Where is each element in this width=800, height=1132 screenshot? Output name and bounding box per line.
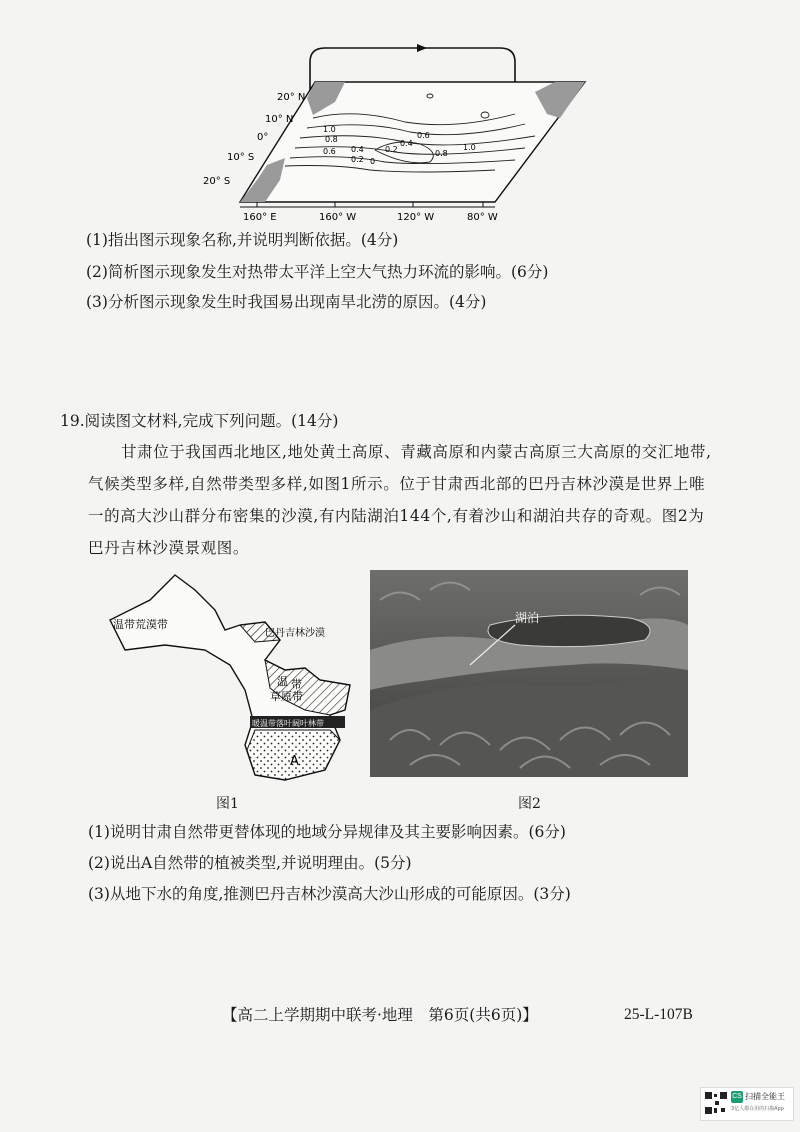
contour-label: 0.2 [385, 145, 398, 154]
lon-label: 160° W [319, 212, 357, 223]
fig2-caption: 图2 [518, 796, 541, 812]
page-footer-title: 【高二上学期期中联考·地理 第6页(共6页)】 [222, 1006, 538, 1024]
gansu-natural-belts-map [105, 570, 365, 785]
cs-logo-icon: CS [731, 1091, 743, 1103]
label-a: A [290, 754, 299, 769]
contour-label: 0.4 [351, 145, 364, 154]
contour-label: 0.8 [325, 135, 338, 144]
q19-heading: 19.阅读图文材料,完成下列问题。(14分) [60, 412, 339, 430]
label-badain-jaran: 巴丹吉林沙漠 [265, 628, 325, 639]
badge-sub: 3亿人都在用的扫描App [731, 1106, 784, 1112]
q18-item-2: (2)简析图示现象发生对热带太平洋上空大气热力环流的影响。(6分) [86, 263, 549, 281]
q19-paragraph-line: 一的高大沙山群分布密集的沙漠,有内陆湖泊144个,有着沙山和湖泊共存的奇观。图2为 [88, 507, 705, 525]
q19-paragraph-line: 巴丹吉林沙漠景观图。 [88, 539, 250, 557]
lat-label: 10° S [227, 152, 255, 163]
contour-label: 0.8 [435, 149, 448, 158]
lat-label: 10° N [265, 114, 294, 125]
contour-label: 0.2 [351, 155, 364, 164]
label-steppe: 草原带 [270, 690, 303, 703]
label-steppe: 温 [277, 675, 288, 688]
contour-label: 1.0 [463, 143, 476, 152]
page-footer-code: 25-L-107B [624, 1006, 693, 1023]
lat-label: 0° [257, 132, 269, 143]
lat-label: 20° N [277, 92, 306, 103]
lat-label: 20° S [203, 176, 231, 187]
fig1-caption: 图1 [216, 796, 239, 812]
q19-item-2: (2)说出A自然带的植被类型,并说明理由。(5分) [88, 854, 412, 872]
q19-item-1: (1)说明甘肃自然带更替体现的地域分异规律及其主要影响因素。(6分) [88, 823, 566, 841]
q19-item-3: (3)从地下水的角度,推测巴丹吉林沙漠高大沙山形成的可能原因。(3分) [88, 885, 571, 903]
label-desert-belt: 温带荒漠带 [113, 618, 168, 631]
pacific-sst-map [195, 40, 595, 225]
lake [488, 615, 650, 646]
lon-label: 80° W [467, 212, 498, 223]
label-broadleaf: 暖温带落叶阔叶林带 [252, 719, 324, 728]
q19-paragraph-line: 气候类型多样,自然带类型多样,如图1所示。位于甘肃西北部的巴丹吉林沙漠是世界上唯 [88, 475, 706, 493]
scanner-badge [700, 1087, 794, 1121]
label-steppe: 带 [291, 678, 302, 691]
label-lake: 湖泊 [515, 611, 540, 625]
q18-item-3: (3)分析图示现象发生时我国易出现南旱北涝的原因。(4分) [86, 293, 487, 311]
contour-label: 0.6 [417, 131, 430, 140]
q18-item-1: (1)指出图示现象名称,并说明判断依据。(4分) [86, 231, 399, 249]
lon-label: 120° W [397, 212, 435, 223]
qr-code-icon [704, 1091, 728, 1115]
badain-jaran-photo [370, 570, 688, 777]
contour-label: 1.0 [323, 125, 336, 134]
badge-name: 扫描全能王 [745, 1092, 785, 1101]
contour-label: 0.4 [400, 139, 413, 148]
contour-label: 0.6 [323, 147, 336, 156]
arrow-head-top [417, 44, 427, 52]
q19-paragraph-line: 甘肃位于我国西北地区,地处黄土高原、青藏高原和内蒙古高原三大高原的交汇地带, [121, 443, 712, 461]
contour-label: 0 [370, 157, 376, 166]
lon-label: 160° E [243, 212, 277, 223]
